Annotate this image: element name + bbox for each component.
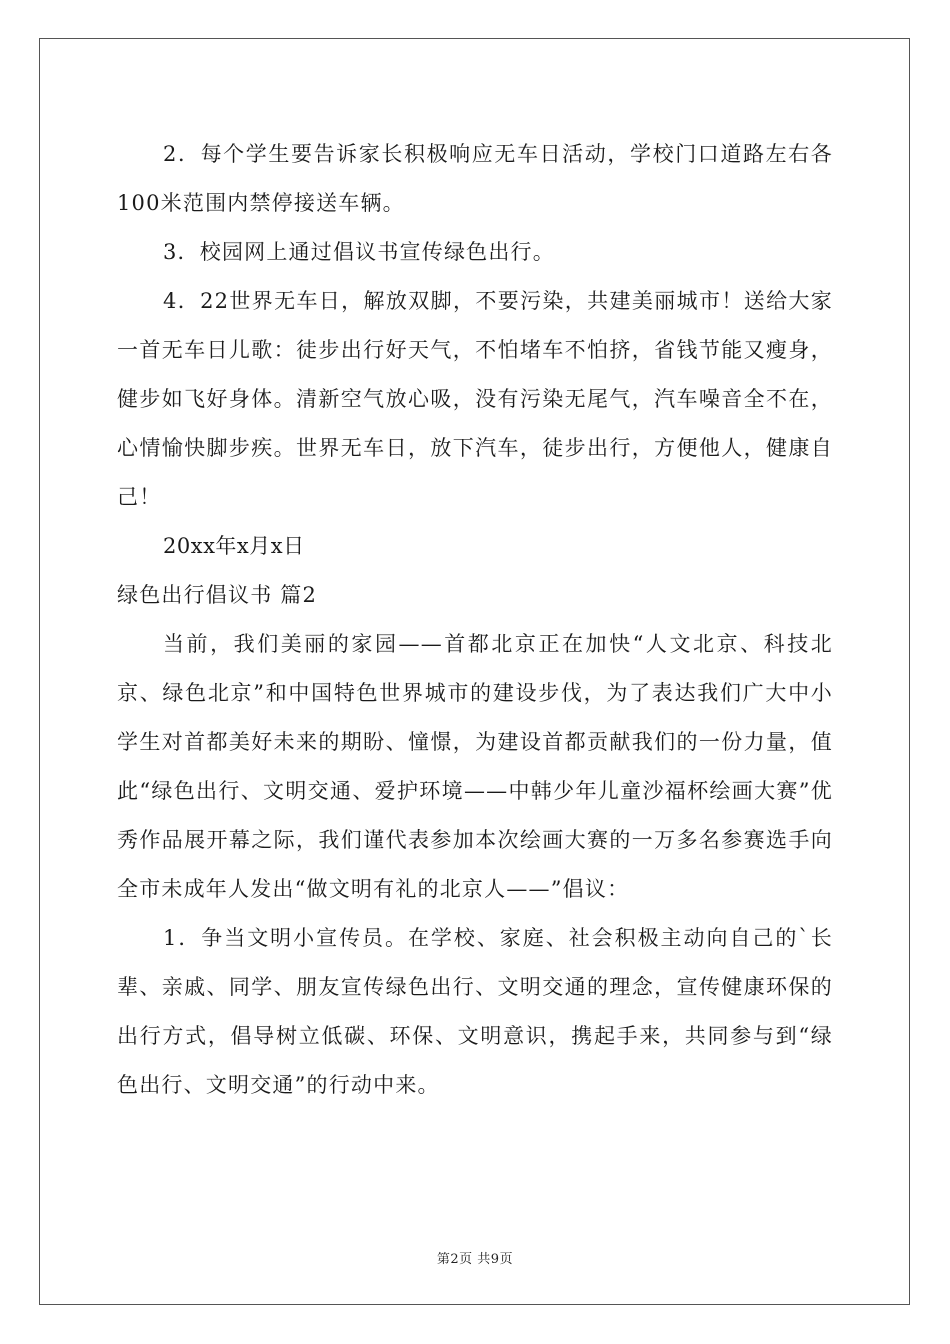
section-title: 绿色出行倡议书 篇2 — [117, 583, 318, 607]
paragraph-item-3: 3．校园网上通过倡议书宣传绿色出行。 — [163, 240, 555, 264]
page-number-footer: 第2页 共9页 — [436, 1252, 514, 1267]
paragraph-item-4: 4．22世界无车日，解放双脚，不要污染，共建美丽城市！送给大家一首无车日儿歌：徒步出行好天气，不怕堵车不怕挤，省钱节能又瘦身，健步如飞好身体。清新空气放心吸，没有污染无尾气，汽车噪音全不在，心情愉快脚步疾。世界无车日，放下汽车，徒步出行，方便他人，健康自己！ — [117, 289, 833, 509]
document-date: 20xx年x月x日 — [163, 534, 305, 558]
section-intro-paragraph: 当前，我们美丽的家园——首都北京正在加快“人文北京、科技北京、绿色北京”和中国特色世界城市的建设步伐，为了表达我们广大中小学生对首都美好未来的期盼、憧憬，为建设首都贡献我们的一份力量，值此“绿色出行、文明交通、爱护环境——中韩少年儿童沙福杯绘画大赛”优秀作品展开幕之际，我们谨代表参加本次绘画大赛的一万多名参赛选手向全市未成年人发出“做文明有礼的北京人——”倡议： — [117, 632, 833, 901]
section-paragraph-item-1: 1．争当文明小宣传员。在学校、家庭、社会积极主动向自己的`长辈、亲戚、同学、朋友宣传绿色出行、文明交通的理念，宣传健康环保的出行方式，倡导树立低碳、环保、文明意识，携起手来，共同参与到“绿色出行、文明交通”的行动中来。 — [117, 926, 833, 1097]
document-body — [117, 130, 833, 1110]
paragraph-item-2: 2．每个学生要告诉家长积极响应无车日活动，学校门口道路左右各100米范围内禁停接送车辆。 — [117, 142, 833, 215]
